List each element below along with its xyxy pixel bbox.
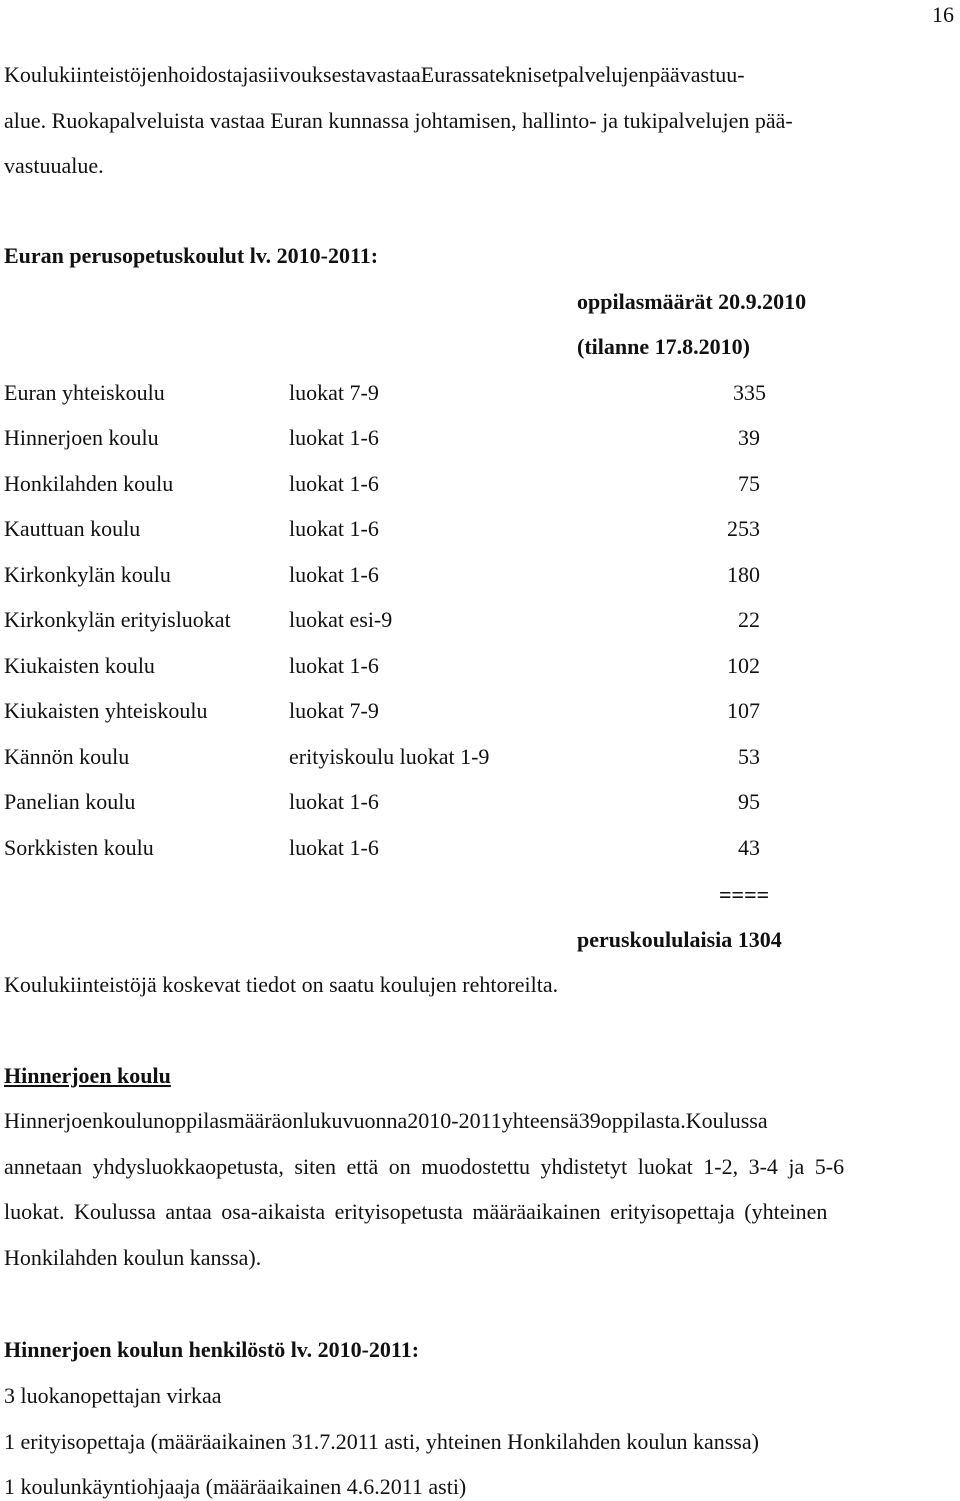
school-row — [4, 653, 784, 683]
school-row — [4, 471, 784, 501]
word: oppilasmäärä — [164, 1108, 282, 1133]
word: koulun — [102, 1108, 165, 1133]
school-grades: luokat 7-9 — [289, 698, 379, 723]
school-count: 75 — [738, 471, 760, 496]
school-count: 180 — [727, 562, 760, 587]
word: tekniset — [489, 62, 558, 87]
school-row — [4, 425, 784, 455]
word: oppilasta. — [600, 1108, 686, 1133]
word: 2010-2011 — [407, 1108, 502, 1133]
school-name: Kirkonkylän koulu — [4, 562, 171, 587]
hinnerjoki-line-3: luokat. Koulussa antaa osa-aikaista erityisopetusta määräaikainen erityisopettaja (yhteinen — [4, 1199, 828, 1224]
staff-item: 1 erityisopettaja (määräaikainen 31.7.2011 asti, yhteinen Honkilahden koulun kanssa) — [4, 1429, 759, 1454]
school-name: Kauttuan koulu — [4, 516, 141, 541]
word: Koulussa — [685, 1108, 768, 1133]
word: siivouksesta — [258, 62, 366, 87]
school-grades: luokat 1-6 — [289, 653, 379, 678]
school-row — [4, 380, 784, 410]
word: on — [281, 1108, 304, 1133]
school-row — [4, 835, 784, 865]
source-note: Koulukiinteistöjä koskevat tiedot on saatu koulujen rehtoreilta. — [4, 972, 559, 997]
school-name: Kiukaisten koulu — [4, 653, 155, 678]
school-grades: luokat esi-9 — [289, 607, 393, 632]
school-name: Euran yhteiskoulu — [4, 380, 165, 405]
school-grades: luokat 1-6 — [289, 471, 379, 496]
word: 39 — [578, 1108, 601, 1133]
word: lukuvuonna — [303, 1108, 408, 1133]
school-row — [4, 562, 784, 592]
hinnerjoki-paragraph — [4, 1098, 956, 1280]
page-number: 16 — [932, 2, 954, 27]
staff-item: 1 koulunkäyntiohjaaja (määräaikainen 4.6.2011 asti) — [4, 1474, 467, 1499]
school-row — [4, 607, 784, 637]
school-grades: luokat 1-6 — [289, 425, 379, 450]
school-count: 22 — [738, 607, 760, 632]
hinnerjoki-line-2: annetaan yhdysluokkaopetusta, siten että on muodostettu yhdistetyt luokat 1-2, 3-4 ja 5-6 — [4, 1153, 845, 1179]
school-name: Kirkonkylän erityisluokat — [4, 607, 231, 632]
count-column-header-line2: (tilanne 17.8.2010) — [577, 334, 750, 359]
school-grades: luokat 1-6 — [289, 835, 379, 860]
word: Koulukiinteistöjen — [4, 62, 168, 87]
total-separator: ==== — [719, 882, 770, 907]
school-count: 107 — [727, 698, 760, 723]
school-count: 102 — [727, 653, 760, 678]
word: Hinnerjoen — [4, 1108, 103, 1133]
school-grades: luokat 1-6 — [289, 789, 379, 814]
school-count: 335 — [733, 380, 766, 405]
hinnerjoki-heading: Hinnerjoen koulu — [4, 1063, 171, 1088]
staff-item: 3 luokanopettajan virkaa — [4, 1383, 222, 1408]
word: hoidosta — [167, 62, 243, 87]
word: yhteensä — [501, 1108, 579, 1133]
word: ja — [242, 62, 259, 87]
school-row — [4, 744, 784, 774]
school-count: 39 — [738, 425, 760, 450]
staff-heading: Hinnerjoen koulun henkilöstö lv. 2010-2011: — [4, 1337, 420, 1362]
word: päävastuu- — [649, 62, 745, 87]
schools-heading: Euran perusopetuskoulut lv. 2010-2011: — [4, 243, 379, 268]
school-name: Kännön koulu — [4, 744, 130, 769]
school-grades: luokat 1-6 — [289, 516, 379, 541]
total-pupils: peruskoululaisia 1304 — [577, 927, 782, 952]
school-count: 253 — [727, 516, 760, 541]
school-count: 95 — [738, 789, 760, 814]
intro-line-3: vastuualue. — [4, 153, 104, 178]
word: vastaa — [365, 62, 421, 87]
hinnerjoki-line-1 — [4, 1098, 956, 1144]
intro-line-1 — [4, 52, 956, 98]
intro-paragraph — [4, 52, 956, 189]
school-row — [4, 789, 784, 819]
hinnerjoki-line-4: Honkilahden koulun kanssa). — [4, 1244, 262, 1270]
school-name: Hinnerjoen koulu — [4, 425, 159, 450]
school-grades: erityiskoulu luokat 1-9 — [289, 744, 490, 769]
school-row — [4, 698, 784, 728]
school-count: 53 — [738, 744, 760, 769]
school-name: Honkilahden koulu — [4, 471, 174, 496]
intro-line-2: alue. Ruokapalveluista vastaa Euran kunnassa johtamisen, hallinto- ja tukipalvelujen pää- — [4, 107, 793, 133]
school-name: Sorkkisten koulu — [4, 835, 154, 860]
school-grades: luokat 7-9 — [289, 380, 379, 405]
word: palvelujen — [557, 62, 650, 87]
school-count: 43 — [738, 835, 760, 860]
school-name: Panelian koulu — [4, 789, 136, 814]
count-column-header-line1: oppilasmäärät 20.9.2010 — [577, 289, 807, 314]
word: Eurassa — [420, 62, 490, 87]
school-name: Kiukaisten yhteiskoulu — [4, 698, 208, 723]
school-grades: luokat 1-6 — [289, 562, 379, 587]
school-row — [4, 516, 784, 546]
